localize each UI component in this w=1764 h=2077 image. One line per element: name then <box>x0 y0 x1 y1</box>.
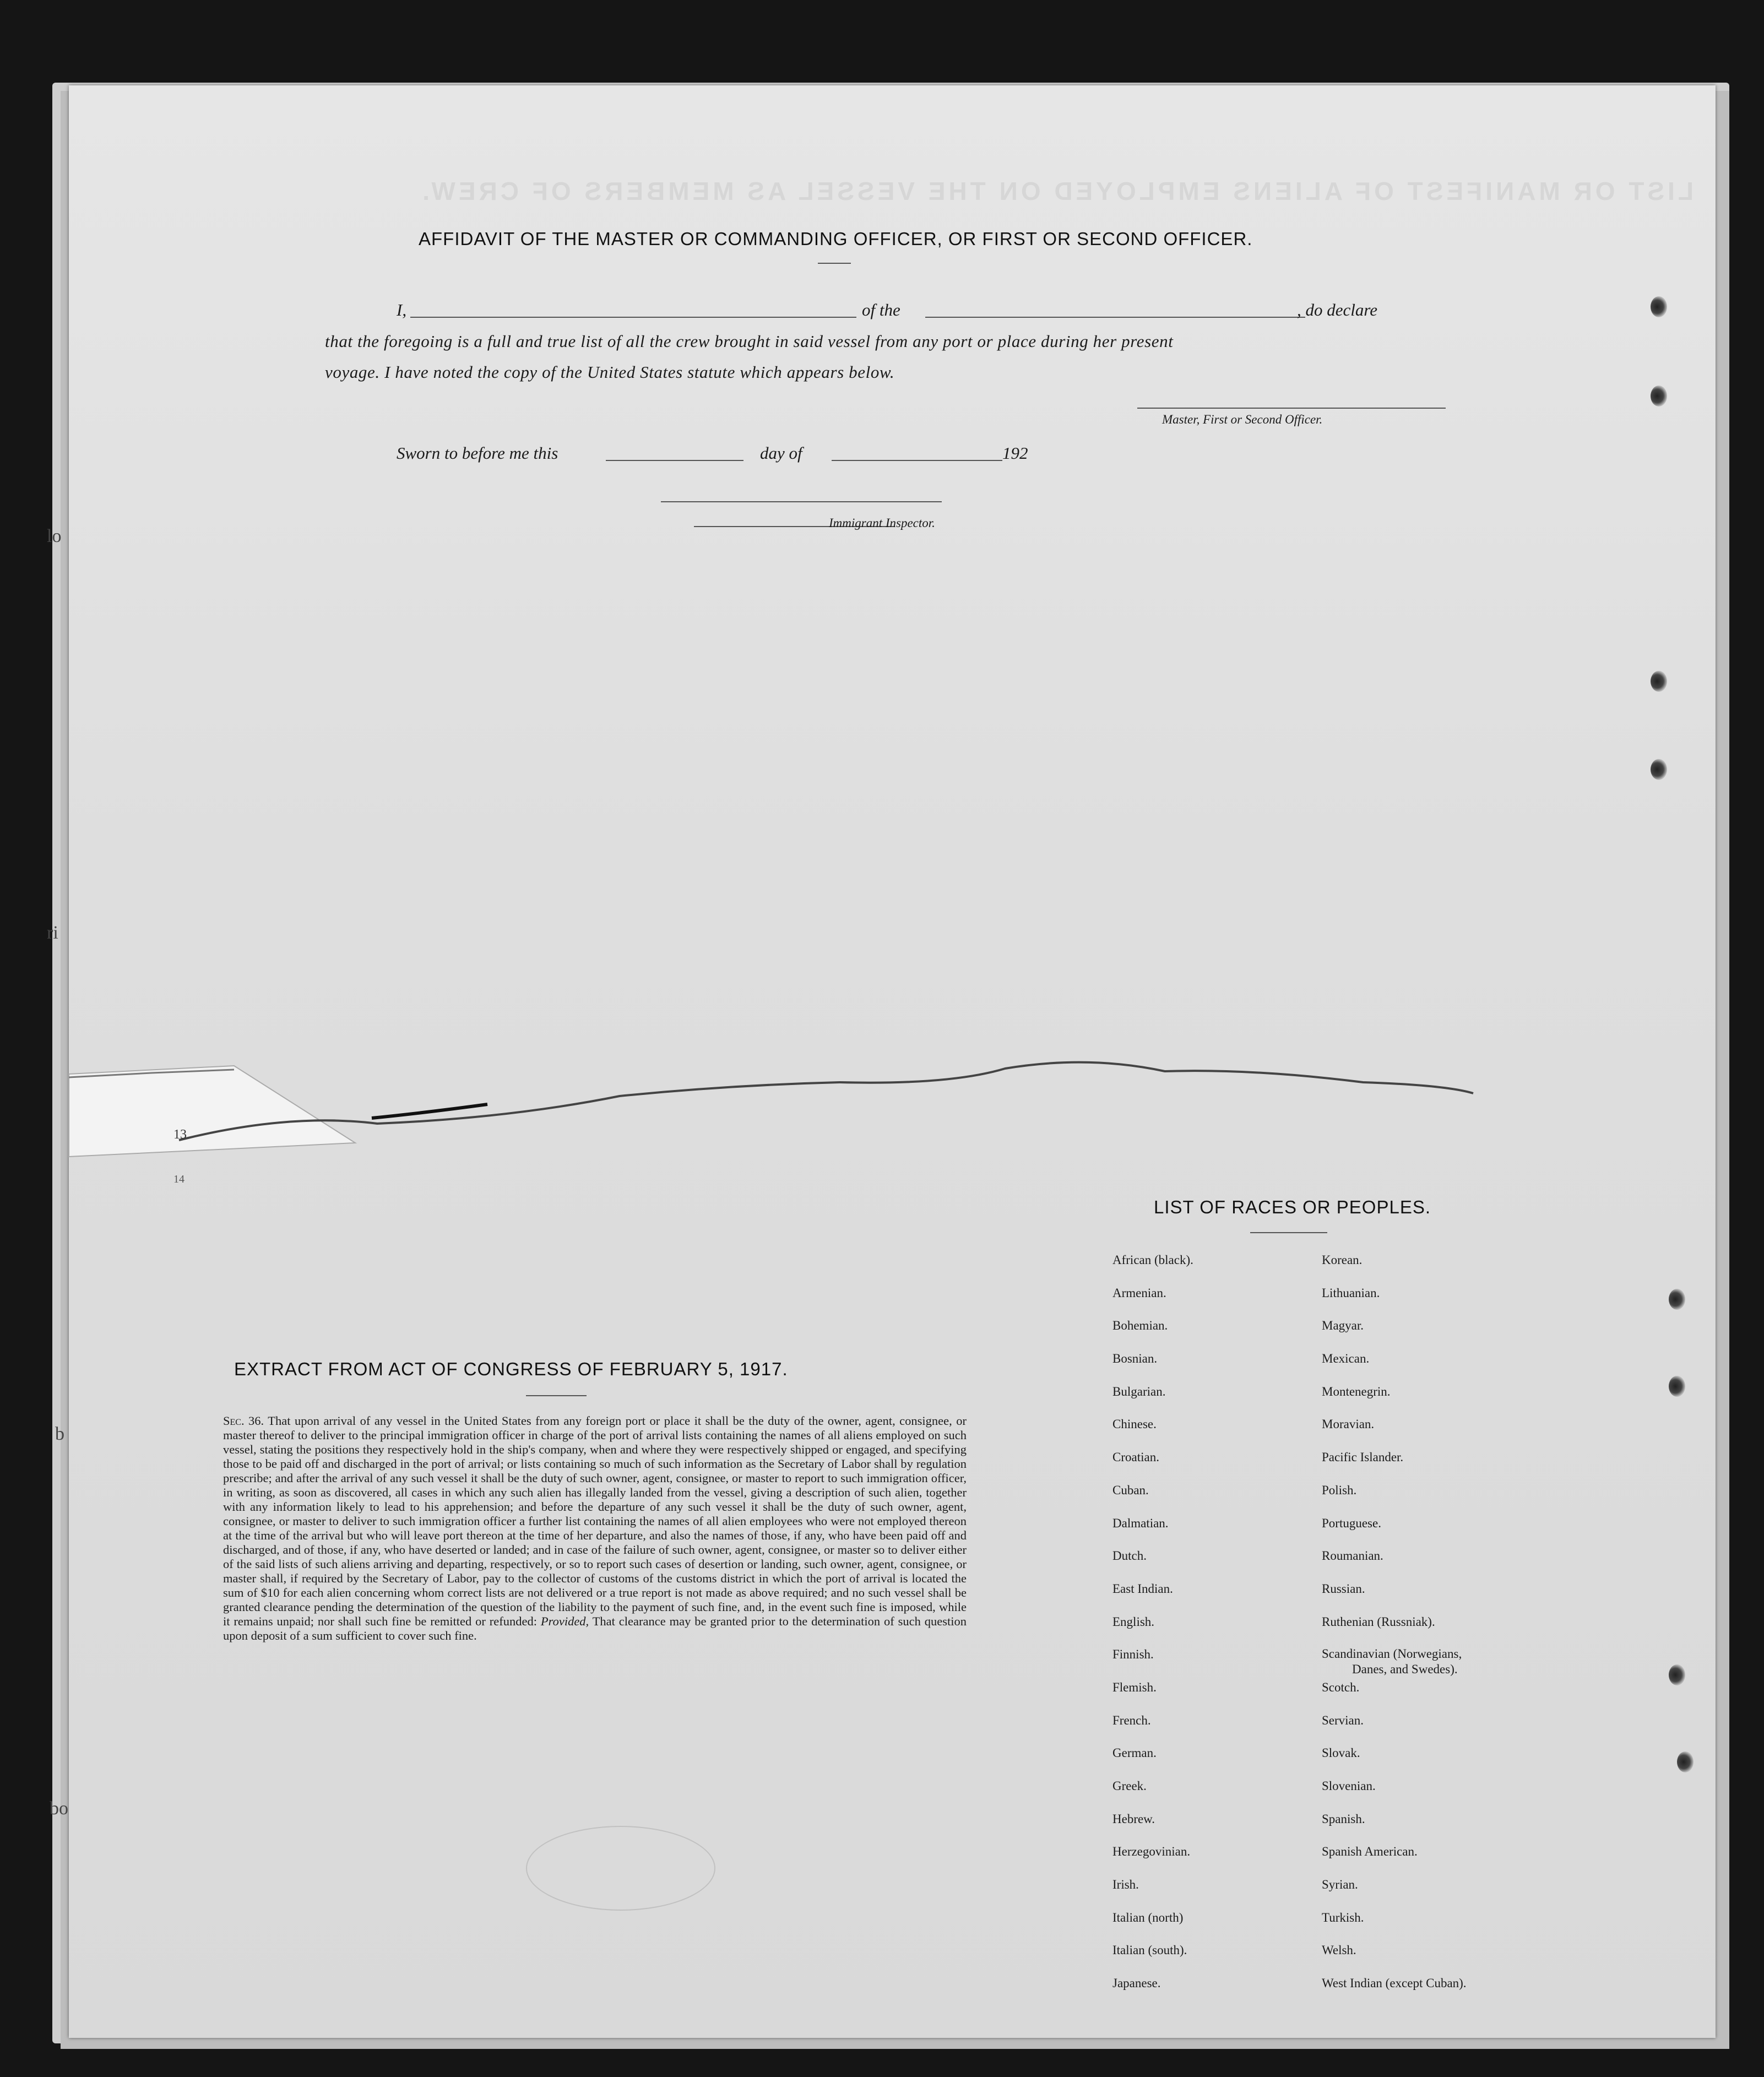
race-item: East Indian. <box>1112 1581 1173 1596</box>
bleed-through-header: LIST OR MANIFEST OF ALIENS EMPLOYED ON THE VESSEL AS MEMBERS OF CREW. <box>419 177 1694 205</box>
title-rule <box>818 263 851 264</box>
of-the-label: of the <box>862 300 900 319</box>
binder-hole <box>1651 296 1667 317</box>
binder-hole <box>1651 386 1667 406</box>
affidavit-title: AFFIDAVIT OF THE MASTER OR COMMANDING OFFICER, OR FIRST OR SECOND OFFICER. <box>419 229 1253 249</box>
do-declare-label: , do declare <box>1297 300 1378 319</box>
extract-rule <box>526 1395 587 1396</box>
race-item: Spanish American. <box>1322 1845 1418 1859</box>
day-blank[interactable] <box>606 460 743 461</box>
sworn-label: Sworn to before me this <box>397 443 558 463</box>
section-label: Sec. 36. <box>223 1414 264 1428</box>
race-item: Roumanian. <box>1322 1549 1383 1563</box>
race-item: Irish. <box>1112 1878 1139 1892</box>
race-item: Bohemian. <box>1112 1319 1168 1333</box>
manifest-page <box>47 85 1716 2038</box>
race-item: Slovenian. <box>1322 1779 1376 1793</box>
race-item: Polish. <box>1322 1483 1357 1497</box>
race-item: Korean. <box>1322 1253 1363 1267</box>
race-item: Chinese. <box>1112 1417 1157 1431</box>
race-item: Dalmatian. <box>1112 1516 1169 1530</box>
race-item: Cuban. <box>1112 1483 1149 1497</box>
race-item: Lithuanian. <box>1322 1286 1380 1300</box>
race-item: Welsh. <box>1322 1943 1356 1957</box>
binder-hole <box>1651 759 1667 780</box>
margin-mark-3: b <box>55 1424 64 1444</box>
race-item: Pacific Islander. <box>1322 1450 1404 1465</box>
day-of-label: day of <box>760 443 802 463</box>
race-item: Turkish. <box>1322 1910 1364 1924</box>
race-item: Mexican. <box>1322 1352 1370 1366</box>
race-item: Scandinavian (Norwegians, Danes, and Swedes). <box>1322 1646 1467 1679</box>
race-item: Italian (south). <box>1112 1943 1187 1957</box>
race-item: Japanese. <box>1112 1976 1161 1991</box>
race-item: Greek. <box>1112 1779 1147 1793</box>
race-item: German. <box>1112 1746 1157 1760</box>
binder-hole <box>1669 1664 1685 1685</box>
inspector-blank-upper[interactable] <box>661 501 942 502</box>
margin-mark-1: lo <box>47 526 62 546</box>
race-item: English. <box>1112 1614 1155 1629</box>
section-body: That upon arrival of any vessel in the United States from any foreign port or place it shall be the duty of the owner, agent, consignee, or master thereof to deliver to the principal immigration officer in charge of the port of arrival lists containing the names of all aliens employed on such vessel, stating the positions they respectively hold in the ship's company, when and where they were respectively shipped or engaged, and specifying those to be paid off and discharged in the port of arrival; or lists containing so much of such information as the Secretary of Labor shall by regulation prescribe; and after the arrival of any such vessel it shall be the duty of such owner, agent, consignee, or master to report to such immigration officer, in writing, as soon as discovered, all cases in which any such alien has illegally landed from the vessel, giving a description of such alien, together with any information likely to lead to his apprehension; and before the departure of any such vessel it shall be the duty of such owner, agent, consignee, or master to deliver to such immigration officer a further list containing the names of all alien employees who were not employed thereon at the time of the arrival but who will leave port thereon at the time of her departure, and also the names of those, if any, who have been paid off and discharged, and of those, if any, who have deserted or landed; and in case of the failure of such owner, agent, consignee, or master so to deliver either of the said lists of such aliens arriving and departing, respectively, or so to report such cases of desertion or landing, such owner, agent, consignee, or master shall, if required by the Secretary of Labor, pay to the collector of customs of the customs district in which the port of arrival is located the sum of $10 for each alien concerning whom correct lists are not delivered or a true report is not made as above required; and no such vessel shall be granted clearance pending the determination of the question of the liability to the payment of such fine, and, in the event such fine is imposed, while it remains unpaid; nor shall such fine be remitted or refunded: <box>223 1414 967 1628</box>
faded-stamp <box>526 1826 715 1911</box>
margin-mark-2: ri <box>47 923 58 943</box>
race-item: Servian. <box>1322 1713 1364 1727</box>
race-item: Armenian. <box>1112 1286 1166 1300</box>
section-body-end: That clearance may be granted prior to the determination of such question upon deposit of a sum sufficient to cover such fine. <box>223 1614 967 1642</box>
row-number-14: 14 <box>173 1173 184 1185</box>
affidavit-line-2: voyage. I have noted the copy of the United States statute which appears below. <box>325 362 895 382</box>
name-blank[interactable] <box>410 317 856 318</box>
signature-blank[interactable] <box>1137 408 1446 409</box>
race-item: Hebrew. <box>1112 1812 1155 1826</box>
year-label: 192 <box>1002 443 1028 463</box>
race-item: Flemish. <box>1112 1680 1157 1694</box>
race-item: Slovak. <box>1322 1746 1360 1760</box>
race-item: West Indian (except Cuban). <box>1322 1976 1467 1991</box>
extract-title: EXTRACT FROM ACT OF CONGRESS OF FEBRUARY 5, 1917. <box>234 1359 788 1379</box>
binder-hole <box>1677 1751 1694 1772</box>
race-item-continuation: Danes, and Swedes). <box>1352 1662 1458 1677</box>
vessel-blank[interactable] <box>925 317 1305 318</box>
races-column-2 <box>1322 1252 1467 2008</box>
race-item: Moravian. <box>1322 1417 1375 1431</box>
race-item: Herzegovinian. <box>1112 1845 1191 1859</box>
paper-tear <box>69 1030 1611 1157</box>
race-item: African (black). <box>1112 1253 1193 1267</box>
races-column-1 <box>1112 1252 1193 2008</box>
race-item: Magyar. <box>1322 1319 1364 1333</box>
race-item: Croatian. <box>1112 1450 1159 1465</box>
inspector-label: Immigrant Inspector. <box>829 516 935 530</box>
margin-mark-4: bo <box>50 1798 68 1819</box>
races-rule <box>1250 1232 1327 1233</box>
month-blank[interactable] <box>832 460 1002 461</box>
binder-hole <box>1669 1289 1685 1310</box>
race-item: French. <box>1112 1713 1151 1727</box>
race-item: Spanish. <box>1322 1812 1365 1826</box>
race-item: Bulgarian. <box>1112 1384 1166 1398</box>
race-item: Bosnian. <box>1112 1352 1158 1366</box>
signer-label: Master, First or Second Officer. <box>1162 413 1323 426</box>
provided-word: Provided, <box>540 1614 589 1628</box>
binder-hole <box>1669 1376 1685 1397</box>
row-number-13: 13 <box>173 1127 187 1142</box>
races-title: LIST OF RACES OR PEOPLES. <box>1154 1197 1431 1217</box>
i-label: I, <box>397 300 407 319</box>
race-item: Portuguese. <box>1322 1516 1381 1530</box>
race-item: Finnish. <box>1112 1647 1154 1662</box>
race-item: Scotch. <box>1322 1680 1360 1694</box>
race-item: Syrian. <box>1322 1878 1358 1892</box>
extract-text <box>223 1414 967 1643</box>
affidavit-line-1: that the foregoing is a full and true list of all the crew brought in said vessel from any port or place during her present <box>325 332 1174 351</box>
binder-hole <box>1651 671 1667 692</box>
race-item: Montenegrin. <box>1322 1384 1391 1398</box>
race-item: Ruthenian (Russniak). <box>1322 1614 1435 1629</box>
race-item: Dutch. <box>1112 1549 1147 1563</box>
race-item: Italian (north) <box>1112 1910 1184 1924</box>
race-item: Russian. <box>1322 1581 1365 1596</box>
